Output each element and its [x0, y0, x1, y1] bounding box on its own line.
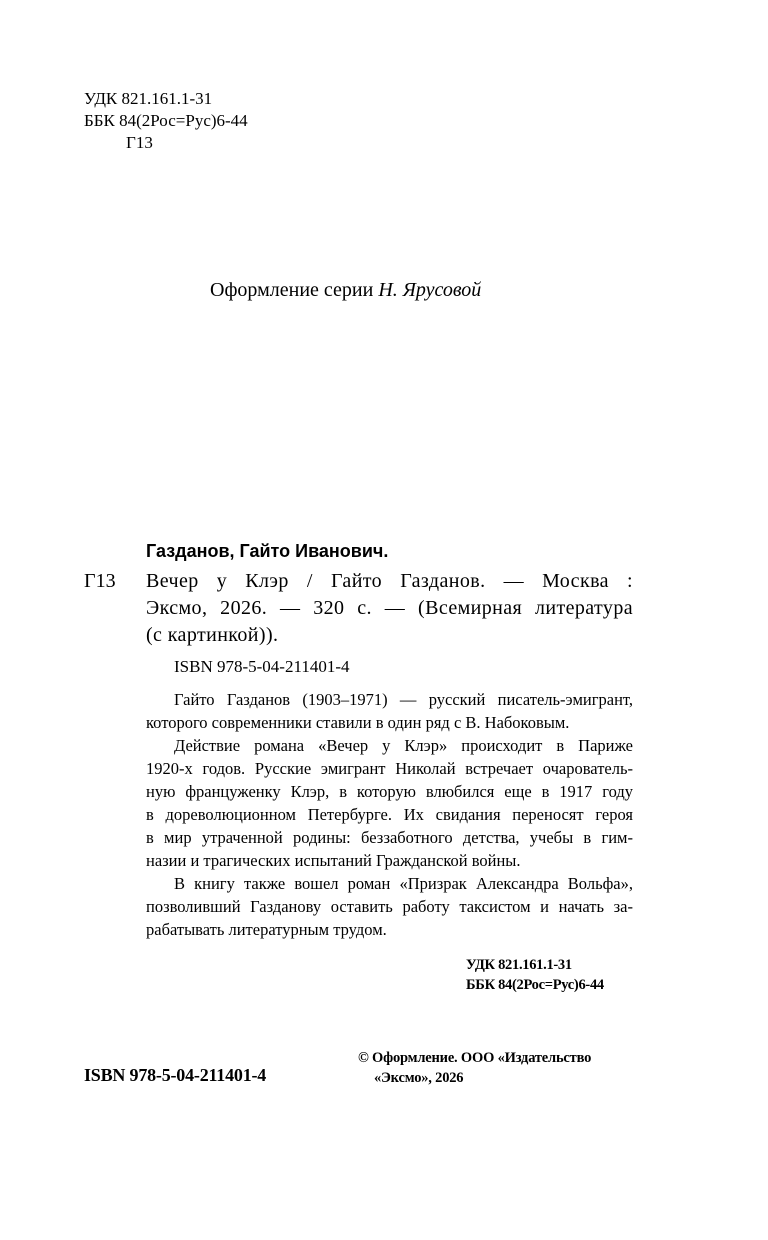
copyright-line-2: «Эксмо», 2026: [374, 1070, 464, 1086]
copyright-line-1: © Оформление. ООО «Издательство: [358, 1050, 592, 1066]
bibliographic-description: [146, 568, 633, 649]
designer-name: Н. Ярусовой: [378, 279, 482, 301]
annotation-line: назии и трагических испытаний Гражданской войны.: [146, 851, 521, 870]
biblio-line-3: (с картинкой)).: [146, 624, 279, 646]
bbk-code-bottom: ББК 84(2Рос=Рус)6-44: [466, 977, 604, 993]
annotation-line: позволивший Газданову оставить работу таксистом и начать за-: [146, 897, 633, 916]
annotation-line: в мир утраченной родины: беззаботного детства, учебы в гим-: [146, 828, 633, 847]
author-mark-top: Г13: [126, 133, 153, 152]
isbn-bottom: ISBN 978-5-04-211401-4: [84, 1065, 267, 1085]
author-mark-record: Г13: [84, 570, 116, 592]
copyright-notice: [358, 1048, 638, 1088]
annotation: [146, 688, 633, 941]
annotation-line: ную француженку Клэр, в которую влюбился еще в 1917 году: [146, 782, 633, 801]
annotation-line: которого современники ставили в один ряд с В. Набоковым.: [146, 713, 570, 732]
udk-code: УДК 821.161.1-31: [84, 89, 213, 108]
classification-codes-bottom: [466, 955, 604, 995]
series-design-credit: [210, 278, 481, 302]
annotation-line: Гайто Газданов (1903–1971) — русский писатель-эмигрант,: [174, 690, 633, 709]
design-credit-prefix: Оформление серии: [210, 279, 379, 301]
annotation-line: В книгу также вошел роман «Призрак Александра Вольфа»,: [174, 874, 633, 893]
annotation-line: в дореволюционном Петербурге. Их свидания переносят героя: [146, 805, 633, 824]
annotation-line: рабатывать литературным трудом.: [146, 920, 387, 939]
author-heading: Газданов, Гайто Иванович.: [146, 541, 389, 561]
annotation-paragraph-2: [146, 734, 633, 872]
bbk-code: ББК 84(2Рос=Рус)6-44: [84, 111, 248, 130]
annotation-line: Действие романа «Вечер у Клэр» происходит в Париже: [174, 736, 633, 755]
udk-code-bottom: УДК 821.161.1-31: [466, 957, 572, 973]
annotation-paragraph-3: [146, 872, 633, 941]
biblio-line-1: Вечер у Клэр / Гайто Газданов. — Москва :: [146, 570, 633, 592]
classification-codes-top: [84, 88, 248, 154]
biblio-line-2: Эксмо, 2026. — 320 с. — (Всемирная литература: [146, 597, 633, 619]
annotation-line: 1920-х годов. Русские эмигрант Николай встречает очарователь-: [146, 759, 633, 778]
annotation-paragraph-1: [146, 688, 633, 734]
isbn-record: ISBN 978-5-04-211401-4: [174, 657, 350, 676]
